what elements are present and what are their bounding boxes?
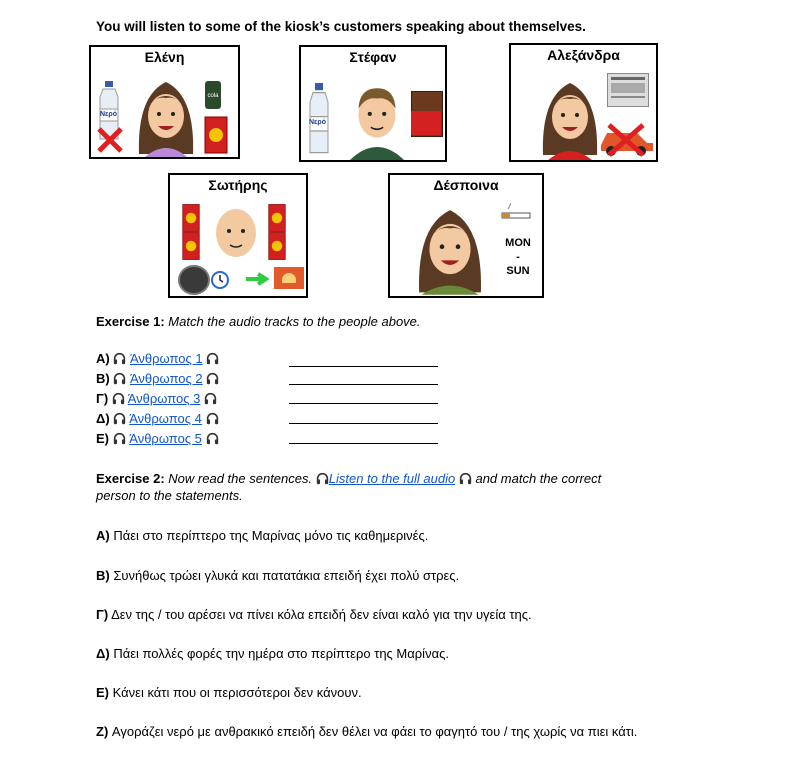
answer-line-1[interactable] [289,366,438,367]
headphones-icon [316,472,329,485]
row-letter: Δ) [96,411,110,426]
statement-text: Πάει πολλές φορές την ημέρα στο περίπτερο της Μαρίνας. [113,646,449,661]
headphones-icon [204,392,217,405]
card-alexandra [509,43,658,162]
row-letter: B) [96,371,110,386]
exercise1-row-d [96,411,219,426]
card-despoina [388,173,544,298]
days-from: MON [505,237,531,249]
statement-letter: B) [96,568,110,583]
chips-icon [180,203,202,233]
exercise1-label: Exercise 1: [96,314,165,329]
exercise1-row-e [96,431,219,446]
exercise1-instruction: Match the audio tracks to the people above. [168,314,421,329]
statement-text: Δεν της / του αρέσει να πίνει κόλα επειδή δεν είναι καλό για την υγεία της. [111,607,532,622]
audio-link-1[interactable]: Άνθρωπος 1 [129,351,203,366]
card-title-eleni: Ελένη [144,49,185,65]
exercise2-instruction-a: Now read the sentences. [168,471,313,486]
tv-icon [178,265,210,295]
exercise2-label: Exercise 2: [96,471,165,486]
exercise1-heading [96,314,421,329]
exercise2-instruction-b: and match the correct [475,471,602,486]
answer-line-5[interactable] [289,443,438,444]
headphones-icon [112,392,125,405]
card-title-stefan: Στέφαν [349,49,397,65]
card-title-despoina: Δέσποινα [433,177,499,193]
answer-line-2[interactable] [289,384,438,385]
exercise1-row-a [96,351,219,366]
card-title-alexandra: Αλεξάνδρα [547,47,620,63]
row-letter: Γ) [96,391,109,406]
despoina-face [410,201,490,297]
chips-icon [180,231,202,261]
statement-text: Συνήθως τρώει γλυκά και πατατάκια επειδή έχει πολύ στρες. [113,568,460,583]
statement-letter: A) [96,528,110,543]
alexandra-face [535,73,605,161]
statement-b [96,567,716,584]
audio-link-5[interactable]: Άνθρωπος 5 [129,431,202,446]
water-label: Νερό [100,111,117,118]
headphones-icon [113,352,126,365]
statement-letter: Δ) [96,646,110,661]
headphones-icon [206,372,219,385]
statement-z [96,723,696,740]
row-letter: E) [96,431,109,446]
card-title-sotiris: Σωτήρης [208,177,268,193]
cola-label: cola [207,93,219,99]
exercise2-heading [96,470,706,504]
cross-icon [95,125,125,155]
eleni-face [131,75,201,157]
statement-c [96,606,716,623]
statement-letter: Z) [96,724,109,739]
water-label: Νερό [309,119,326,126]
headphones-icon [206,352,219,365]
headphones-icon [459,472,472,485]
answer-line-3[interactable] [289,403,438,404]
days-to: SUN [506,265,530,277]
row-letter: A) [96,351,110,366]
card-stefan [299,45,447,162]
sunrise-icon [274,267,304,289]
statement-d [96,645,716,662]
chips-icon [266,231,288,261]
chocolate-wrapper [411,111,441,135]
exercise2-instruction-c: person to the statements. [96,488,243,503]
exercise1-row-b [96,371,219,386]
answer-line-4[interactable] [289,423,438,424]
headphones-icon [206,412,219,425]
intro-text: You will listen to some of the kiosk’s customers speaking about themselves. [96,19,586,34]
statement-text: Πάει στο περίπτερο της Μαρίνας μόνο τις καθημερινές. [113,528,429,543]
alarm-clock-icon [210,269,230,289]
headphones-icon [113,432,126,445]
stefan-face [341,73,413,161]
headphones-icon [206,432,219,445]
cigarette-icon [498,203,532,223]
statement-a [96,527,716,544]
headphones-icon [113,412,126,425]
statement-letter: Γ) [96,607,109,622]
sotiris-face [206,199,266,267]
audio-link-4[interactable]: Άνθρωπος 4 [129,411,202,426]
chips-icon [266,203,288,233]
exercise1-row-c [96,391,217,406]
statement-text: Αγοράζει νερό με ανθρακικό επειδή δεν θέλει να φάει το φαγητό του / της χωρίς να πιει κάτι. [111,724,638,739]
days-dash: - [516,251,520,263]
card-sotiris [168,173,308,298]
statement-text: Κάνει κάτι που οι περισσότεροι δεν κάνουν. [112,685,362,700]
chips-icon [203,115,229,155]
car-icon [597,123,655,157]
card-eleni [89,45,240,159]
newspaper-icon [607,73,649,107]
headphones-icon [113,372,126,385]
statement-letter: E) [96,685,109,700]
audio-link-3[interactable]: Άνθρωπος 3 [127,391,201,406]
statement-e [96,684,716,701]
full-audio-link[interactable]: Listen to the full audio [328,471,456,486]
audio-link-2[interactable]: Άνθρωπος 2 [129,371,203,386]
arrow-right-icon [244,271,270,287]
